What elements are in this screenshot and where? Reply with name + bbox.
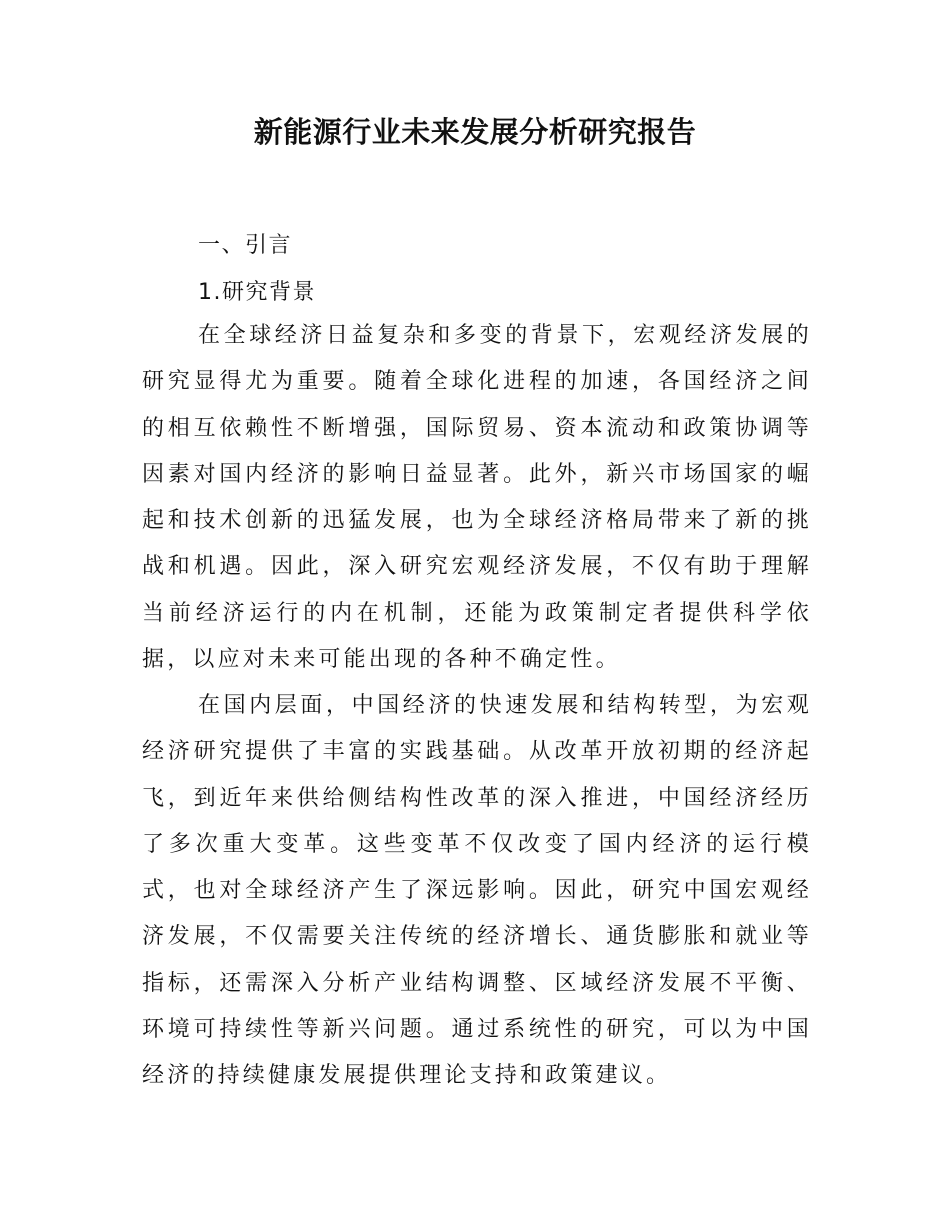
body-paragraph-1: 在全球经济日益复杂和多变的背景下，宏观经济发展的研究显得尤为重要。随着全球化进程的加速，各国经济之间的相互依赖性不断增强，国际贸易、资本流动和政策协调等因素对国内经济的影响日益显著。此外，新兴市场国家的崛起和技术创新的迅猛发展，也为全球经济格局带来了新的挑战和机遇。因此，深入研究宏观经济发展，不仅有助于理解当前经济运行的内在机制，还能为政策制定者提供科学依据，以应对未来可能出现的各种不确定性。	[142, 323, 812, 673]
body-paragraph-2: 在国内层面，中国经济的快速发展和结构转型，为宏观经济研究提供了丰富的实践基础。从改革开放初期的经济起飞，到近年来供给侧结构性改革的深入推进，中国经济经历了多次重大变革。这些变革不仅改变了国内经济的运行模式，也对全球经济产生了深远影响。因此，研究中国宏观经济发展，不仅需要关注传统的经济增长、通货膨胀和就业等指标，还需深入分析产业结构调整、区域经济发展不平衡、环境可持续性等新兴问题。通过系统性的研究，可以为中国经济的持续健康发展提供理论支持和政策建议。	[142, 693, 812, 1089]
subsection-heading: 1.研究背景	[198, 280, 316, 305]
document-title: 新能源行业未来发展分析研究报告	[253, 115, 697, 149]
section-heading: 一、引言	[198, 233, 293, 258]
